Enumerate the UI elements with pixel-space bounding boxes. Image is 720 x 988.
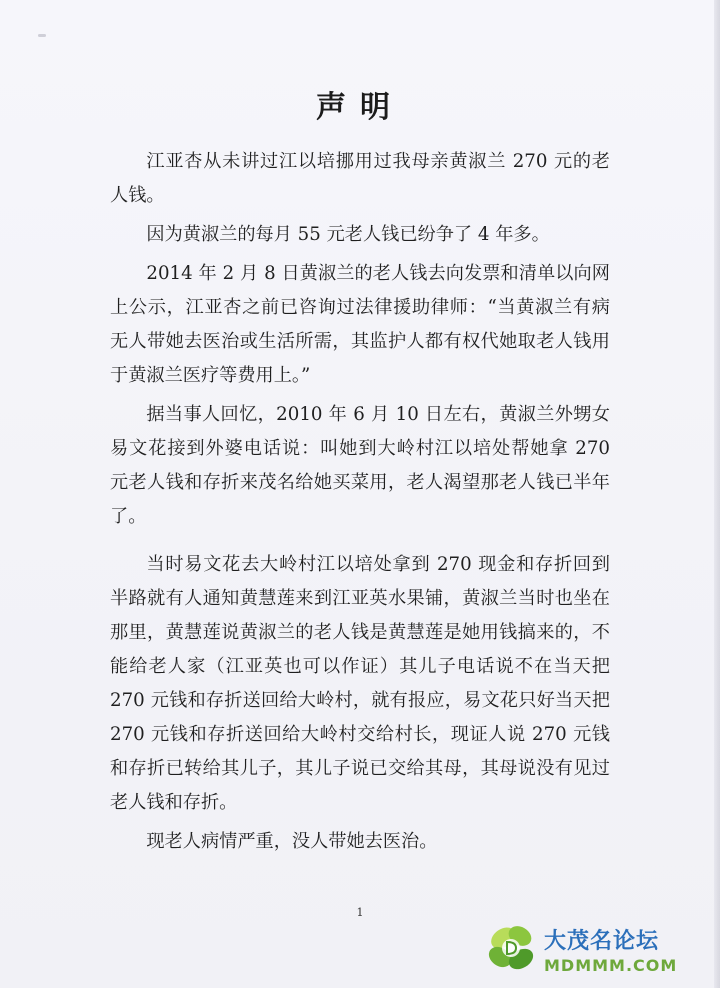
scan-edge-shadow — [714, 0, 720, 988]
paragraph-5: 当时易文花去大岭村江以培处拿到 270 现金和存折回到半路就有人通知黄慧莲来到江亚英水果铺，黄淑兰当时也坐在那里，黄慧莲说黄淑兰的老人钱是黄慧莲是她用钱搞来的，不能给老人家（江亚英也可以作证）其儿子电话说不在当天把 270 元钱和存折送回给大岭村，就有报应，易文花只好当天把 270 元钱和存折送回给大岭村交给村长，现证人说 270 元钱和存折已转给其儿子，其儿子说已交给其母，其母说没有见过老人钱和存折。 — [110, 554, 610, 813]
paragraph-3: 2014 年 2 月 8 日黄淑兰的老人钱去向发票和清单以向网上公示，江亚杏之前已咨询过法律援助律师：“当黄淑兰有病无人带她去医治或生活所需，其监护人都有权代她取老人钱用于黄淑兰医疗等费用上。” — [110, 263, 610, 386]
document-body — [110, 145, 610, 859]
page-number: 1 — [356, 906, 364, 919]
forum-name: 大茂名论坛 — [544, 929, 660, 954]
paragraph-4: 据当事人回忆，2010 年 6 月 10 日左右，黄淑兰外甥女易文花接到外婆电话说：叫她到大岭村江以培处帮她拿 270 元老人钱和存折来茂名给她买菜用，老人渴望那老人钱已半年了。 — [110, 404, 610, 527]
leaf-d-logo-icon — [486, 922, 538, 976]
paragraph-6: 现老人病情严重，没人带她去医治。 — [146, 831, 438, 852]
forum-watermark — [486, 922, 706, 980]
scan-speck — [38, 34, 46, 37]
paragraph-2: 因为黄淑兰的每月 55 元老人钱已纷争了 4 年多。 — [146, 224, 550, 245]
forum-url: MDMMM.COM — [544, 956, 678, 975]
document-title: 声明 — [316, 90, 404, 125]
paragraph-1: 江亚杏从未讲过江以培挪用过我母亲黄淑兰 270 元的老人钱。 — [110, 151, 610, 206]
